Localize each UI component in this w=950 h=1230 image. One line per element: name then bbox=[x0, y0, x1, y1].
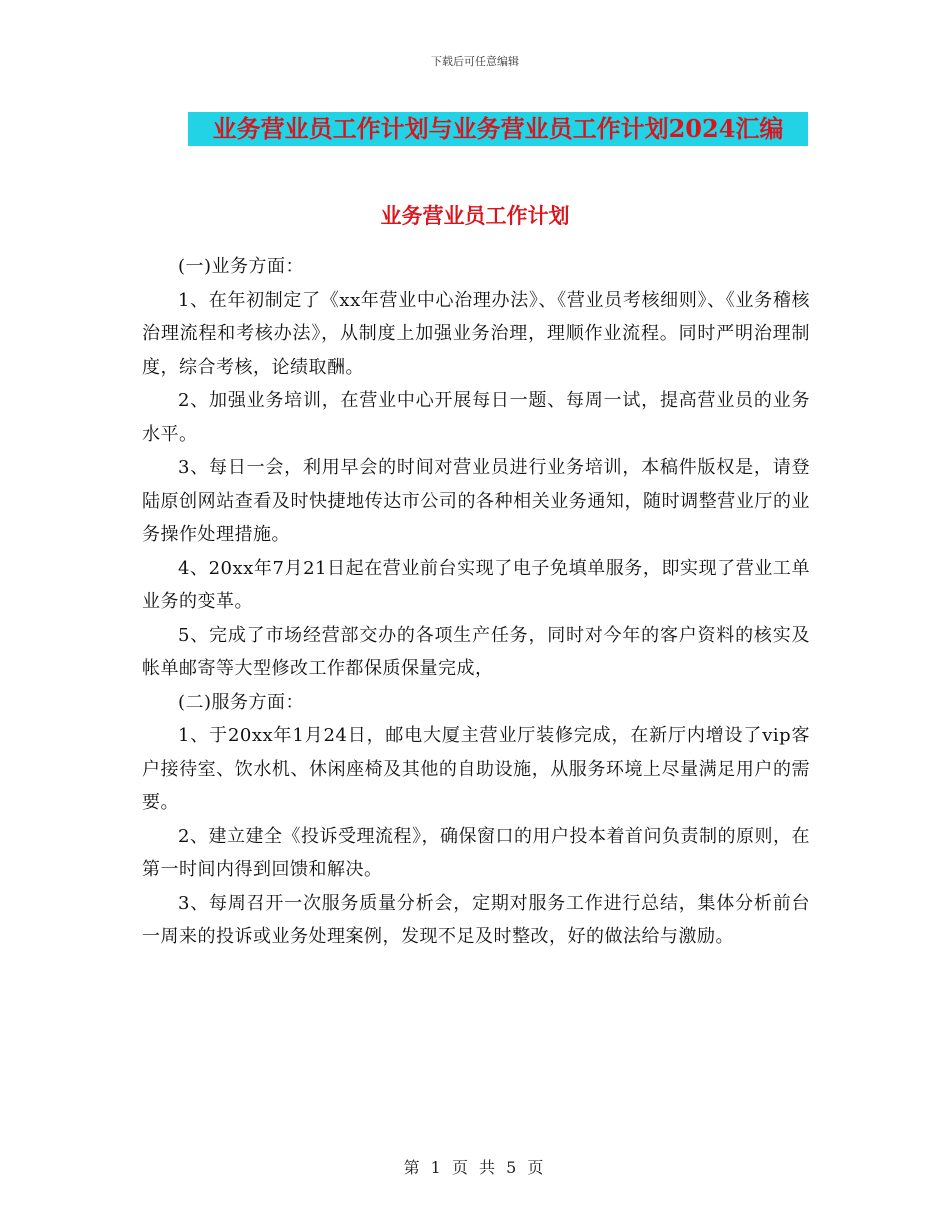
paragraph: 4、20xx年7月21日起在营业前台实现了电子免填单服务，即实现了营业工单业务的变革。 bbox=[142, 557, 810, 612]
paragraph: 3、每日一会，利用早会的时间对营业员进行业务培训，本稿件版权是，请登陆原创网站查看及时快捷地传达市公司的各种相关业务通知，随时调整营业厅的业务操作处理措施。 bbox=[142, 457, 810, 545]
paragraph: 1、在年初制定了《xx年营业中心治理办法》、《营业员考核细则》、《业务稽核治理流程和考核办法》，从制度上加强业务治理，理顺作业流程。同时严明治理制度，综合考核，论绩取酬。 bbox=[142, 289, 810, 378]
paragraph: 2、加强业务培训，在营业中心开展每日一题、每周一试，提高营业员的业务水平。 bbox=[142, 390, 810, 445]
section-title: 业务营业员工作计划 bbox=[380, 203, 570, 228]
paragraph: 2、建立建全《投诉受理流程》，确保窗口的用户投本着首问负责制的原则，在第一时间内得到回馈和解决。 bbox=[142, 825, 810, 880]
paragraph: 1、于20xx年1月24日，邮电大厦主营业厅装修完成，在新厅内增设了vip客户接待室、饮水机、休闲座椅及其他的自助设施，从服务环境上尽量满足用户的需要。 bbox=[142, 725, 810, 813]
page-footer: 第 1 页 共 5 页 bbox=[403, 1158, 547, 1177]
paragraph: 5、完成了市场经营部交办的各项生产任务，同时对今年的客户资料的核实及帐单邮寄等大型修改工作都保质保量完成， bbox=[142, 624, 810, 679]
header-note: 下载后可任意编辑 bbox=[431, 55, 519, 68]
title-highlight bbox=[188, 112, 808, 146]
document-body bbox=[142, 250, 810, 954]
document-title: 业务营业员工作计划与业务营业员工作计划2024汇编 bbox=[212, 114, 784, 143]
paragraph: 3、每周召开一次服务质量分析会，定期对服务工作进行总结，集体分析前台一周来的投诉或业务处理案例，发现不足及时整改，好的做法给与激励。 bbox=[142, 892, 810, 947]
paragraph: (二)服务方面： bbox=[178, 691, 305, 713]
paragraph: (一)业务方面： bbox=[178, 256, 305, 277]
